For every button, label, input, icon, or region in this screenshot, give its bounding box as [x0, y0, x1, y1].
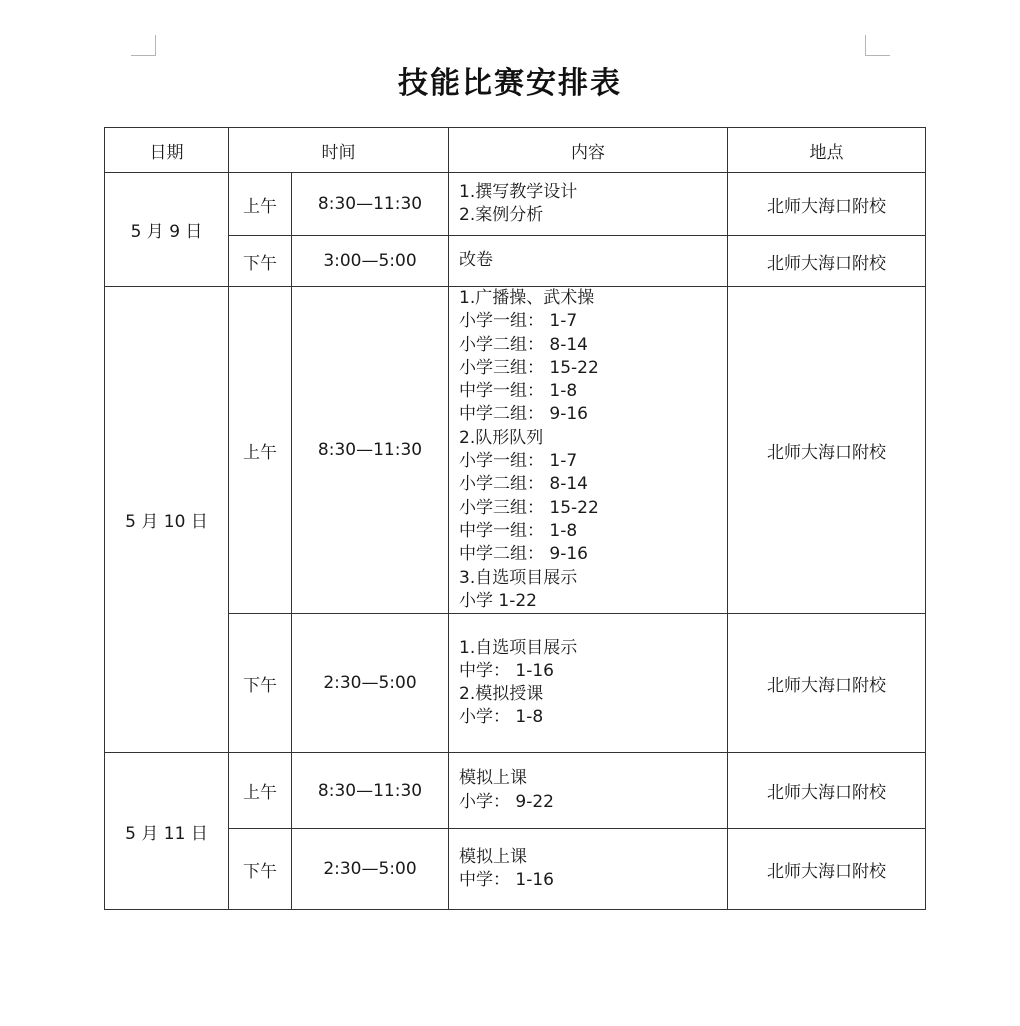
content-line: 中学二组： 9-16: [459, 404, 588, 425]
date-cell: 5 月 10 日: [105, 287, 229, 753]
header-date: 日期: [105, 128, 229, 173]
content-line: 小学 1-22: [459, 590, 537, 611]
time-cell: 2:30—5:00: [292, 614, 449, 753]
period-cell: 上午: [229, 753, 292, 829]
table-row: [105, 287, 926, 614]
time-cell: 8:30—11:30: [292, 753, 449, 829]
content-line: 2.模拟授课: [459, 684, 544, 705]
page-corner-mark-top-right: [865, 35, 890, 56]
location-cell: 北师大海口附校: [728, 614, 926, 753]
content-cell: [449, 173, 728, 236]
content-line: 小学一组： 1-7: [459, 451, 578, 472]
content-line: 模拟上课: [459, 846, 527, 867]
time-cell: 3:00—5:00: [292, 236, 449, 287]
date-cell: 5 月 11 日: [105, 753, 229, 910]
table-row: [105, 829, 926, 910]
time-cell: 8:30—11:30: [292, 173, 449, 236]
content-line: 改卷: [459, 250, 493, 271]
time-cell: 2:30—5:00: [292, 829, 449, 910]
header-location: 地点: [728, 128, 926, 173]
header-row: [105, 128, 926, 173]
content-line: 1.撰写教学设计: [459, 181, 578, 202]
content-line: 中学一组： 1-8: [459, 520, 578, 541]
page-title: 技能比赛安排表: [398, 66, 622, 101]
content-cell: [449, 753, 728, 829]
content-line: 中学二组： 9-16: [459, 544, 588, 565]
location-cell: 北师大海口附校: [728, 236, 926, 287]
location-cell: 北师大海口附校: [728, 753, 926, 829]
location-cell: 北师大海口附校: [728, 287, 926, 614]
table-row: [105, 173, 926, 236]
content-line: 1.自选项目展示: [459, 637, 578, 658]
content-line: 小学二组： 8-14: [459, 334, 588, 355]
content-line: 小学： 9-22: [459, 791, 554, 812]
content-line: 中学： 1-16: [459, 870, 554, 891]
content-cell: [449, 236, 728, 287]
period-cell: 上午: [229, 173, 292, 236]
content-line: 小学三组： 15-22: [459, 357, 599, 378]
period-cell: 下午: [229, 614, 292, 753]
content-cell: [449, 614, 728, 753]
header-time: 时间: [229, 128, 449, 173]
content-cell: [449, 829, 728, 910]
content-cell: [449, 287, 728, 614]
page-corner-mark-top-left: [131, 35, 156, 56]
date-cell: 5 月 9 日: [105, 173, 229, 287]
header-content: 内容: [449, 128, 728, 173]
content-line: 模拟上课: [459, 768, 527, 789]
table-row: [105, 614, 926, 753]
schedule-table: [104, 127, 926, 910]
content-line: 小学： 1-8: [459, 707, 544, 728]
time-cell: 8:30—11:30: [292, 287, 449, 614]
content-line: 中学： 1-16: [459, 660, 554, 681]
period-cell: 下午: [229, 829, 292, 910]
location-cell: 北师大海口附校: [728, 173, 926, 236]
content-line: 中学一组： 1-8: [459, 381, 578, 402]
content-line: 小学二组： 8-14: [459, 474, 588, 495]
table-row: [105, 236, 926, 287]
content-line: 2.案例分析: [459, 205, 544, 225]
location-cell: 北师大海口附校: [728, 829, 926, 910]
content-line: 小学三组： 15-22: [459, 497, 599, 518]
content-line: 小学一组： 1-7: [459, 311, 578, 332]
content-line: 3.自选项目展示: [459, 567, 578, 588]
period-cell: 下午: [229, 236, 292, 287]
content-line: 2.队形队列: [459, 427, 544, 448]
table-row: [105, 753, 926, 829]
period-cell: 上午: [229, 287, 292, 614]
content-line: 1.广播操、武术操: [459, 288, 595, 308]
